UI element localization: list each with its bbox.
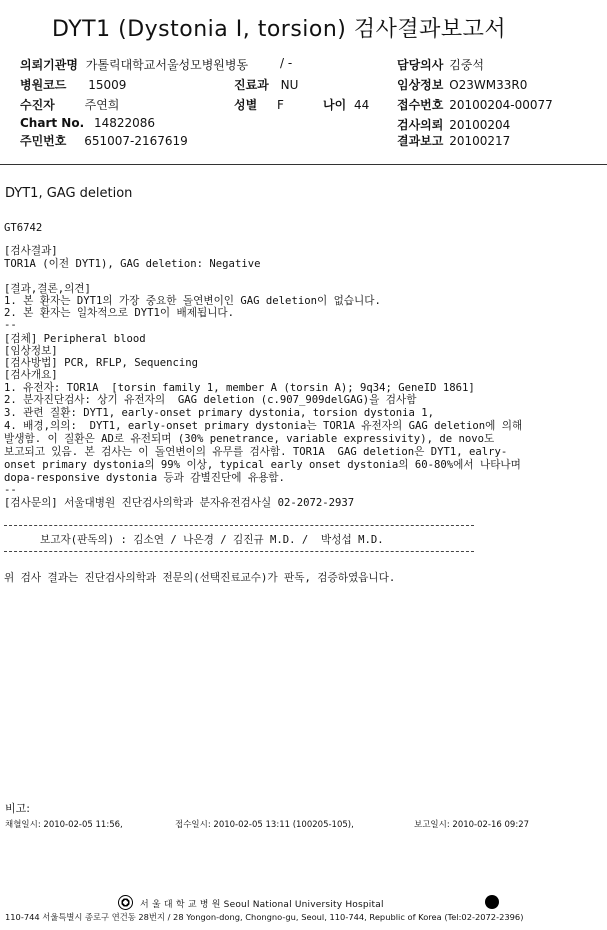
test-code: GT6742 bbox=[4, 222, 43, 234]
result-line-7: -- bbox=[4, 319, 17, 331]
result-line-14: 3. 관련 질환: DYT1, early-onset primary dystonia, torsion dystonia 1, bbox=[4, 407, 434, 419]
reporter-bottom-divider bbox=[4, 551, 474, 552]
request-date-row: 검사의뢰 20100204 bbox=[397, 118, 511, 132]
test-name: DYT1, GAG deletion bbox=[5, 186, 133, 201]
hospital-name: 서 울 대 학 교 병 원 Seoul National University Hospital bbox=[140, 900, 384, 910]
clinical-info-row: 임상정보 O23WM33R0 bbox=[397, 78, 528, 92]
ward-value: / - bbox=[280, 56, 293, 70]
result-line-18: onset primary dystonia의 99% 이상, typical early onset dystonia의 60-80%에서 나타나며 bbox=[4, 459, 521, 471]
receipt-number-row: 접수번호 20100204-00077 bbox=[397, 98, 553, 112]
sex-row: 성별 F bbox=[234, 98, 284, 112]
header-divider bbox=[0, 164, 607, 165]
result-line-6: 2. 본 환자는 일차적으로 DYT1이 배제됩니다. bbox=[4, 307, 235, 319]
result-line-10: [검사방법] PCR, RFLP, Sequencing bbox=[4, 357, 199, 369]
collection-time: 채혈일시: 2010-02-05 11:56, bbox=[5, 820, 123, 830]
verification-statement: 위 검사 결과는 진단검사의학과 전문의(선택진료교수)가 판독, 검증하였읍니다. bbox=[4, 572, 396, 584]
result-line-5: 1. 본 환자는 DYT1의 가장 중요한 돌연변이인 GAG deletion이 없습니다. bbox=[4, 295, 381, 307]
result-line-13: 2. 분자진단검사: 상기 유전자의 GAG deletion (c.907_909delGAG)을 검사함 bbox=[4, 394, 417, 406]
resident-number-row: 주민번호 651007-2167619 bbox=[20, 134, 188, 148]
result-line-15: 4. 배경,의의: DYT1, early-onset primary dystonia는 TOR1A 유전자의 GAG deletion에 의해 bbox=[4, 420, 523, 432]
report-header bbox=[0, 0, 607, 164]
result-line-20: -- bbox=[4, 484, 17, 496]
result-line-1: [검사결과] bbox=[4, 245, 58, 257]
result-line-8: [검체] Peripheral blood bbox=[4, 333, 146, 345]
hospital-address: 110-744 서울특별시 종로구 연건동 28번지 / 28 Yongon-dong, Chongno-gu, Seoul, 110-744, Republic of Korea (Tel:02-2072-2396) bbox=[5, 912, 524, 922]
result-line-21: [검사문의] 서울대병원 진단검사의학과 분자유전검사실 02-2072-2937 bbox=[4, 497, 355, 509]
age-row: 나이 44 bbox=[323, 98, 370, 112]
hospital-code-row: 병원코드 15009 bbox=[20, 78, 127, 92]
patient-row: 수진자 주연희 bbox=[20, 98, 120, 112]
hospital-logo-icon bbox=[118, 895, 133, 910]
report-body bbox=[0, 166, 607, 930]
result-line-11: [검사개요] bbox=[4, 369, 58, 381]
reporter-top-divider bbox=[4, 525, 474, 526]
receipt-time: 접수일시: 2010-02-05 13:11 (100205-105), bbox=[175, 820, 354, 830]
report-title: DYT1 (Dystonia I, torsion) 검사결과보고서 bbox=[52, 17, 507, 42]
result-line-12: 1. 유전자: TOR1A [torsin family 1, member A (torsin A); 9q34; GeneID 1861] bbox=[4, 382, 475, 394]
institution-row: 의뢰기관명 가톨릭대학교서울성모병원병동 bbox=[20, 58, 249, 72]
remarks-label: 비고: bbox=[5, 802, 30, 815]
result-line-17: 보고되고 있음. 본 검사는 이 돌연변이의 유무를 검사함. TOR1A GAG deletion은 DYT1, ealry- bbox=[4, 446, 508, 458]
result-line-9: [임상정보] bbox=[4, 345, 58, 357]
result-line-19: dopa-responsive dystonia 등과 감별진단에 유용함. bbox=[4, 472, 285, 484]
chart-number-row: Chart No. 14822086 bbox=[20, 116, 156, 130]
department-row: 진료과 NU bbox=[234, 78, 299, 92]
result-line-2: TOR1A (이전 DYT1), GAG deletion: Negative bbox=[4, 258, 261, 270]
doctor-row: 담당의사 김중석 bbox=[397, 58, 484, 72]
reporter-line: 보고자(판독의) : 김소연 / 나은경 / 김진규 M.D. / 박성섭 M.D. bbox=[40, 534, 384, 546]
emblem-icon bbox=[485, 895, 499, 909]
report-date-row: 결과보고 20100217 bbox=[397, 134, 511, 148]
report-time: 보고일시: 2010-02-16 09:27 bbox=[414, 820, 530, 830]
result-line-16: 발생함. 이 질환은 AD로 유전되며 (30% penetrance, variable expressivity), de novo도 bbox=[4, 433, 495, 445]
result-line-4: [결과,결론,의견] bbox=[4, 283, 91, 295]
